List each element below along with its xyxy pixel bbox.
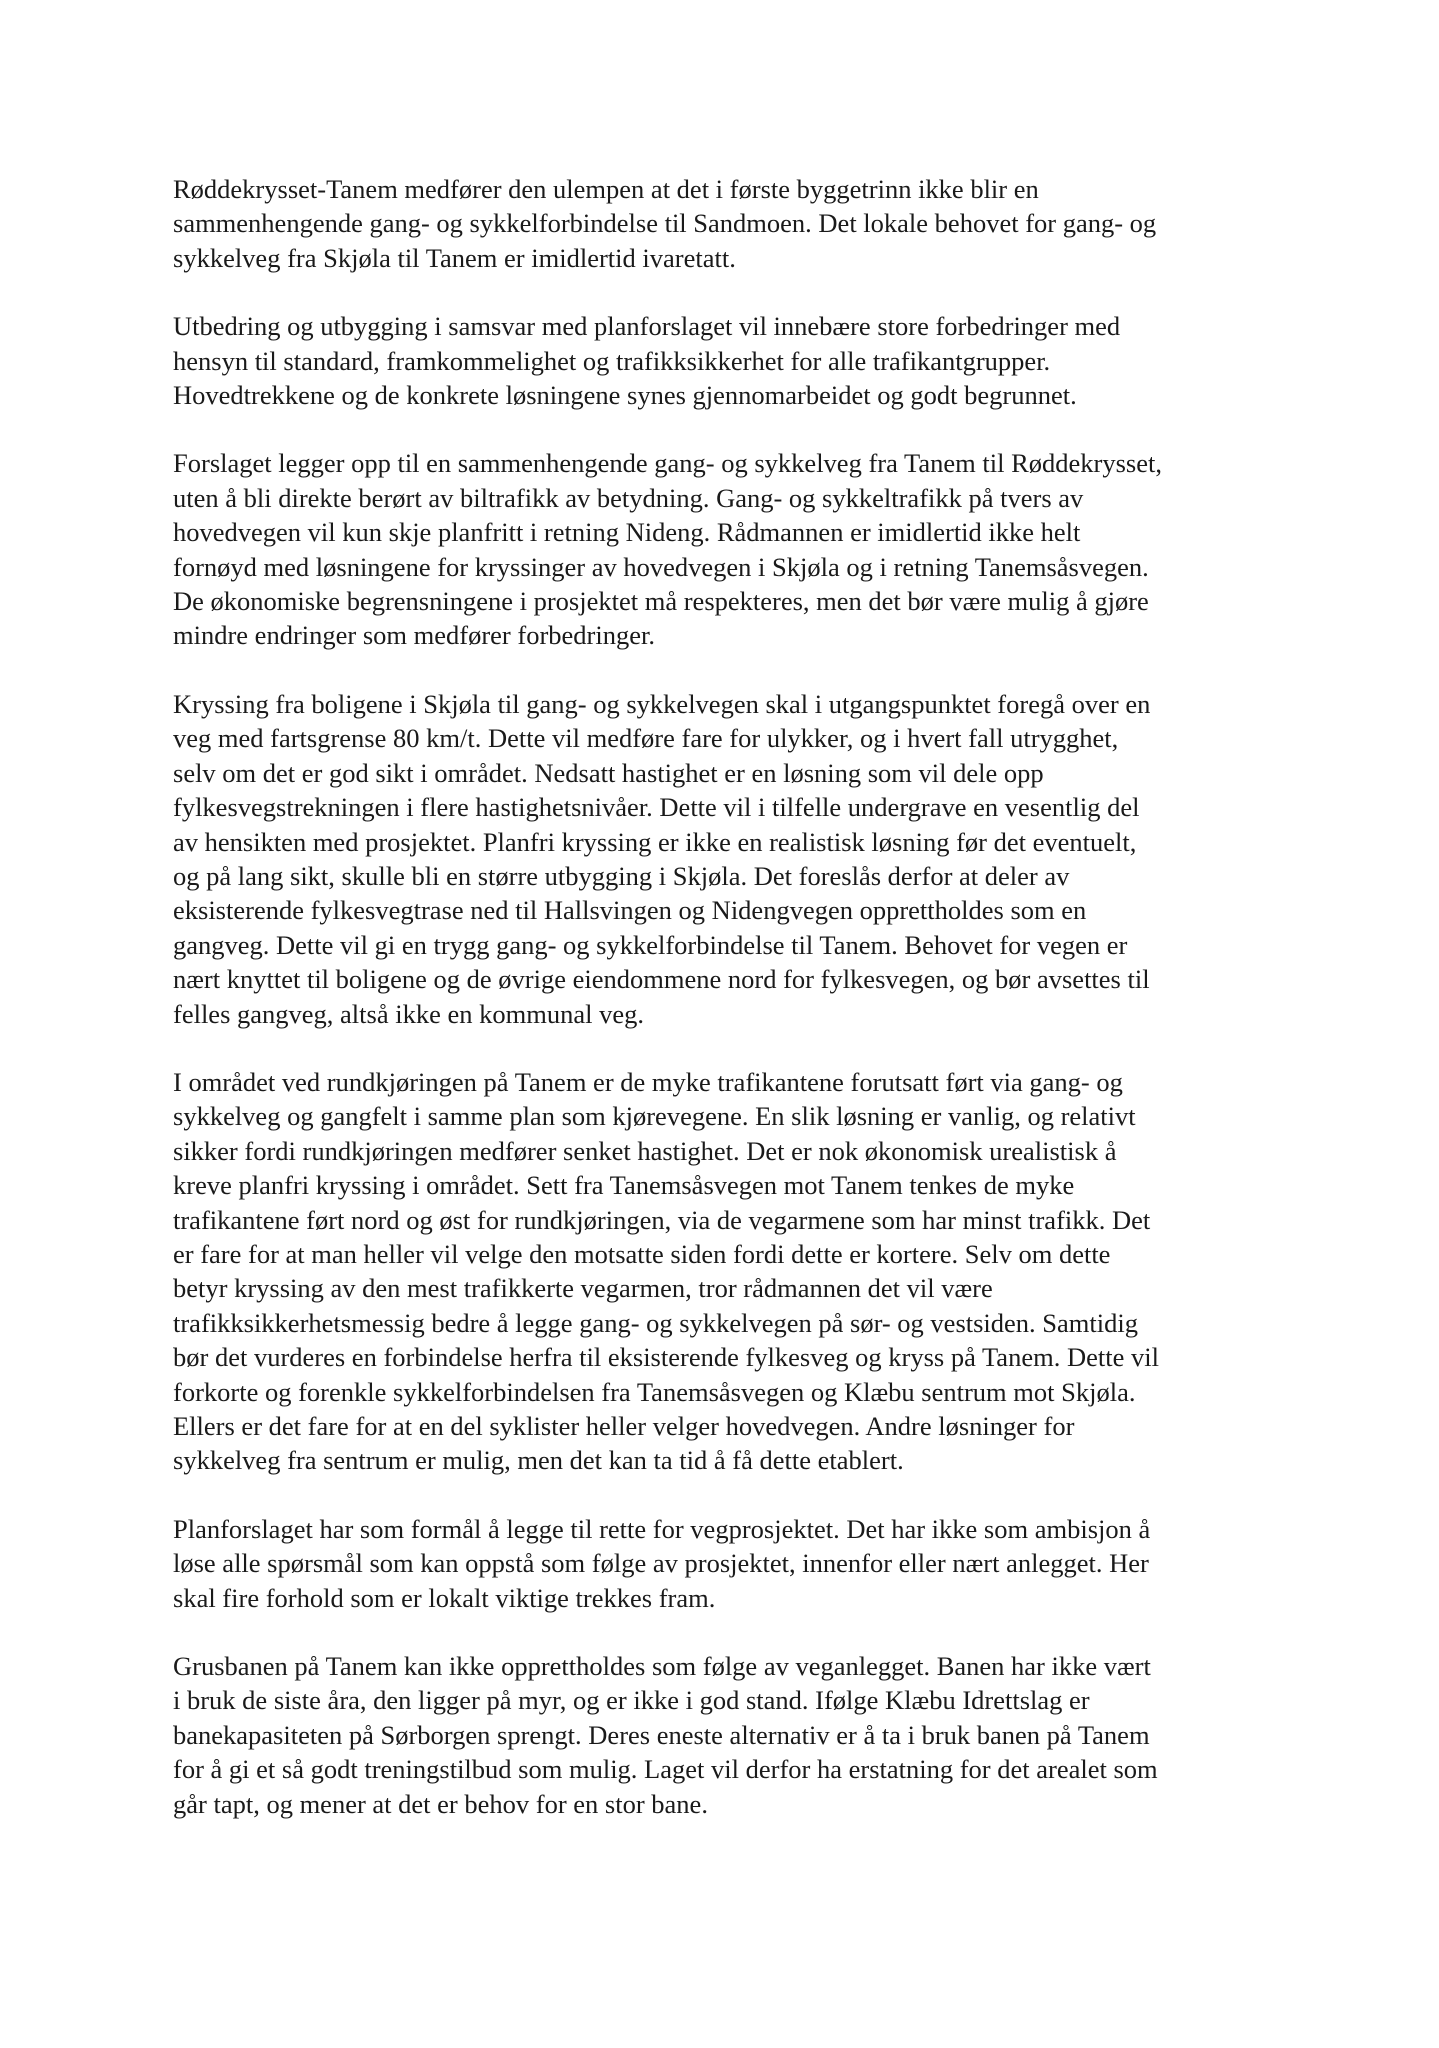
text-line: hensyn til standard, framkommelighet og trafikksikkerhet for alle trafikantgrupper.: [173, 345, 1051, 376]
text-line: nært knyttet til boligene og de øvrige eiendommene nord for fylkesvegen, og bør avsettes til: [173, 964, 1150, 995]
paragraph-6: [173, 1512, 1273, 1615]
text-line: Utbedring og utbygging i samsvar med planforslaget vil innebære store forbedringer med: [173, 311, 1121, 342]
document-body: [173, 172, 1273, 1821]
paragraph-1: [173, 172, 1273, 275]
text-line: trafikantene ført nord og øst for rundkjøringen, via de vegarmene som har minst trafikk. Det: [173, 1204, 1151, 1235]
paragraph-7: [173, 1649, 1273, 1821]
text-line: i bruk de siste åra, den ligger på myr, og er ikke i god stand. Ifølge Klæbu Idrettslag er: [173, 1685, 1090, 1716]
text-line: uten å bli direkte berørt av biltrafikk av betydning. Gang- og sykkeltrafikk på tvers av: [173, 482, 1084, 513]
text-line: løse alle spørsmål som kan oppstå som følge av prosjektet, innenfor eller nært anlegget. Her: [173, 1548, 1149, 1579]
text-line: bør det vurderes en forbindelse herfra til eksisterende fylkesveg og kryss på Tanem. Dette vil: [173, 1342, 1159, 1373]
text-line: veg med fartsgrense 80 km/t. Dette vil medføre fare for ulykker, og i hvert fall utrygghet,: [173, 723, 1119, 754]
text-line: trafikksikkerhetsmessig bedre å legge gang- og sykkelvegen på sør- og vestsiden. Samtidig: [173, 1307, 1139, 1338]
paragraph-4: [173, 687, 1273, 1031]
text-line: Kryssing fra boligene i Skjøla til gang- og sykkelvegen skal i utgangspunktet foregå over en: [173, 688, 1151, 719]
text-line: banekapasiteten på Sørborgen sprengt. Deres eneste alternativ er å ta i bruk banen på Tanem: [173, 1719, 1150, 1750]
text-line: gangveg. Dette vil gi en trygg gang- og sykkelforbindelse til Tanem. Behovet for vegen er: [173, 929, 1128, 960]
text-line: sammenhengende gang- og sykkelforbindelse til Sandmoen. Det lokale behovet for gang- og: [173, 208, 1157, 239]
text-line: mindre endringer som medfører forbedringer.: [173, 620, 655, 651]
text-line: er fare for at man heller vil velge den motsatte siden fordi dette er kortere. Selv om dette: [173, 1238, 1111, 1269]
text-line: I området ved rundkjøringen på Tanem er de myke trafikantene forutsatt ført via gang- og: [173, 1066, 1123, 1097]
text-line: betyr kryssing av den mest trafikkerte vegarmen, tror rådmannen det vil være: [173, 1273, 993, 1304]
text-line: sykkelveg og gangfelt i samme plan som kjørevegene. En slik løsning er vanlig, og relativt: [173, 1101, 1136, 1132]
text-line: går tapt, og mener at det er behov for en stor bane.: [173, 1788, 708, 1819]
text-line: Røddekrysset-Tanem medfører den ulempen at det i første byggetrinn ikke blir en: [173, 174, 1039, 204]
text-line: skal fire forhold som er lokalt viktige trekkes fram.: [173, 1582, 716, 1613]
text-line: kreve planfri kryssing i området. Sett fra Tanemsåsvegen mot Tanem tenkes de myke: [173, 1170, 1075, 1201]
text-line: fylkesvegstrekningen i flere hastighetsnivåer. Dette vil i tilfelle undergrave en vesentlig del: [173, 792, 1140, 823]
text-line: selv om det er god sikt i området. Nedsatt hastighet er en løsning som vil dele opp: [173, 757, 1044, 788]
paragraph-5: [173, 1065, 1273, 1478]
text-line: felles gangveg, altså ikke en kommunal veg.: [173, 998, 644, 1029]
text-line: sykkelveg fra sentrum er mulig, men det kan ta tid å få dette etablert.: [173, 1445, 904, 1476]
text-line: hovedvegen vil kun skje planfritt i retning Nideng. Rådmannen er imidlertid ikke helt: [173, 517, 1081, 548]
text-line: fornøyd med løsningene for kryssinger av hovedvegen i Skjøla og i retning Tanemsåsvegen.: [173, 551, 1149, 582]
text-line: Forslaget legger opp til en sammenhengende gang- og sykkelveg fra Tanem til Røddekrysset,: [173, 448, 1162, 479]
text-line: De økonomiske begrensningene i prosjektet må respekteres, men det bør være mulig å gjøre: [173, 586, 1149, 617]
text-line: Ellers er det fare for at en del syklister heller velger hovedvegen. Andre løsninger for: [173, 1411, 1075, 1441]
text-line: Hovedtrekkene og de konkrete løsningene synes gjennomarbeidet og godt begrunnet.: [173, 380, 1077, 411]
text-line: sikker fordi rundkjøringen medfører senket hastighet. Det er nok økonomisk urealistisk å: [173, 1135, 1117, 1166]
text-line: Planforslaget har som formål å legge til rette for vegprosjektet. Det har ikke som ambisjon å: [173, 1513, 1151, 1544]
text-line: eksisterende fylkesvegtrase ned til Hallsvingen og Nidengvegen opprettholdes som en: [173, 895, 1087, 926]
text-line: forkorte og forenkle sykkelforbindelsen fra Tanemsåsvegen og Klæbu sentrum mot Skjøla.: [173, 1376, 1136, 1407]
text-line: Grusbanen på Tanem kan ikke opprettholdes som følge av veganlegget. Banen har ikke vært: [173, 1651, 1151, 1682]
text-line: av hensikten med prosjektet. Planfri kryssing er ikke en realistisk løsning før det eventuelt,: [173, 826, 1137, 857]
text-line: og på lang sikt, skulle bli en større utbygging i Skjøla. Det foreslås derfor at deler av: [173, 860, 1070, 891]
text-line: sykkelveg fra Skjøla til Tanem er imidlertid ivaretatt.: [173, 242, 736, 273]
paragraph-2: [173, 309, 1273, 412]
paragraph-3: [173, 446, 1273, 652]
text-line: for å gi et så godt treningstilbud som mulig. Laget vil derfor ha erstatning for det arealet som: [173, 1754, 1158, 1785]
